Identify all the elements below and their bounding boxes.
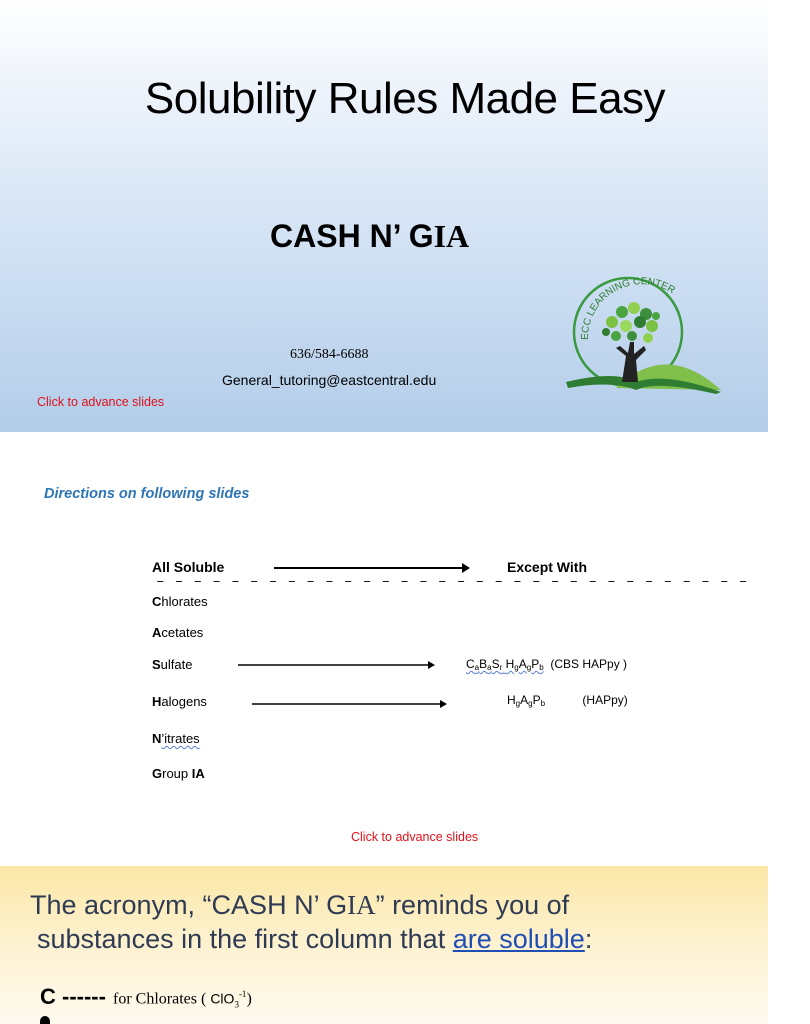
acronym-subtitle xyxy=(270,218,469,255)
are-soluble-emphasis: are soluble xyxy=(452,924,585,954)
slide-title: Solubility Rules Made Easy xyxy=(144,74,666,123)
all-soluble-header: All Soluble xyxy=(152,559,225,575)
sulfate-exception-formula: CaBaSr HgAgPb xyxy=(466,657,544,672)
title-slide xyxy=(0,0,768,432)
except-with-header: Except With xyxy=(507,559,587,575)
next-line-cutoff xyxy=(40,1016,50,1024)
ecc-learning-center-logo xyxy=(556,270,726,398)
row-halogens: Halogens xyxy=(152,694,207,709)
subtitle-text: CASH N’ G xyxy=(270,218,434,254)
advance-hint: Click to advance slides xyxy=(37,395,165,409)
row-nitrates: N’itrates xyxy=(152,731,200,746)
chlorates-description: for Chlorates ( ClO$_3^{-1}$) xyxy=(113,989,252,1010)
row-sulfate: Sulfate xyxy=(152,657,193,672)
sulfate-arrow xyxy=(236,658,438,672)
acronym-sentence-line1: The acronym, “CASH N’ GIA” reminds you of xyxy=(30,890,570,920)
halogens-arrow xyxy=(250,697,450,711)
acronym-slide xyxy=(0,866,768,1024)
halogen-exceptions xyxy=(507,693,628,708)
logo-arc-text: ECC LEARNING CENTER xyxy=(579,276,677,341)
letter-c-label: C ------ xyxy=(40,984,106,1009)
email-address: General_tutoring@eastcentral.edu xyxy=(222,372,437,388)
halogen-exception-formula: HgAgPb xyxy=(507,693,546,708)
halogen-mnemonic: (HAPpy) xyxy=(582,693,628,707)
dashed-divider: – – – – – – – – – – – – – – – – – – – – – – – – – – – – – – – – xyxy=(156,574,749,590)
subtitle-ia: IA xyxy=(433,218,470,254)
directions-slide xyxy=(0,432,768,866)
row-acetates: Acetates xyxy=(152,625,204,640)
sulfate-mnemonic: (CBS HAPpy ) xyxy=(550,657,628,671)
phone-number: 636/584-6688 xyxy=(290,347,369,362)
sulfate-exceptions xyxy=(466,657,627,672)
row-group-ia: Group IA xyxy=(152,766,205,781)
row-chlorates: Chlorates xyxy=(152,594,208,609)
advance-hint: Click to advance slides xyxy=(351,830,479,844)
acronym-sentence-line2: substances in the first column that are soluble: xyxy=(37,924,593,954)
header-arrow xyxy=(272,561,472,575)
directions-heading: Directions on following slides xyxy=(44,486,250,502)
logo-leaves xyxy=(602,302,660,343)
